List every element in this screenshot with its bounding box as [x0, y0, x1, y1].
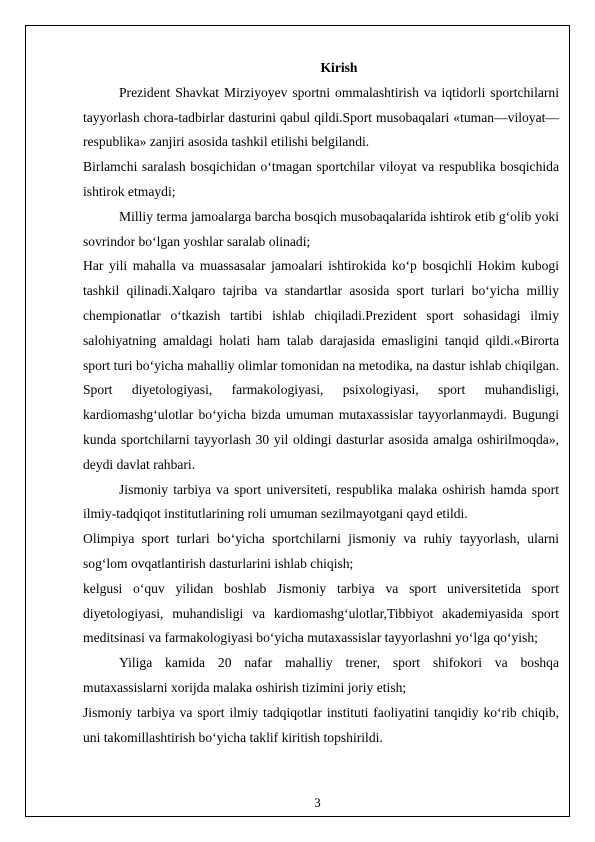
paragraph: Har yili mahalla va muassasalar jamoalari ishtirokida ko‘p bosqichli Hokim kubogi tashkil qilinadi.Xalqaro tajriba va standartlar asosida sport turlari bo‘yicha milliy chempionatlar o‘tkazish tartibi ishlab chiqiladi.Prezident sport sohasidagi ilmiy salohiyatning amaldagi holati ham talab darajasida emasligini tanqid qildi.«Birorta sport turi bo‘yicha mahalliy olimlar tomonidan na metodika, na dastur ishlab chiqilgan. Sport diyetologiyasi, farmakologiyasi, psixologiyasi, sport muhandisligi, kardiomashg‘ulotlar bo‘yicha bizda umuman mutaxassislar tayyorlanmaydi. Bugungi kunda sportchilarni tayyorlash 30 yil oldingi dasturlar asosida amalga oshirilmoqda», deydi davlat rahbari. — [83, 258, 559, 472]
paragraph: kelgusi o‘quv yilidan boshlab Jismoniy tarbiya va sport universitetida sport diyetologiyasi, muhandisligi va kardiomashg‘ulotlar,Tibbiyot akademiyasida sport meditsinasi va farmakologiyasi bo‘yicha mutaxassislar tayyorlashni yo‘lga qo‘yish; — [83, 580, 559, 646]
paragraph: Yiliga kamida 20 nafar mahalliy trener, sport shifokori va boshqa mutaxassislarni xorijda malaka oshirish tizimini joriy etish; — [83, 655, 559, 695]
paragraph: Olimpiya sport turlari bo‘yicha sportchilarni jismoniy va ruhiy tayyorlash, ularni sog‘lom ovqatlantirish dasturlarini ishlab chiqish; — [83, 531, 559, 571]
document-title: Kirish — [320, 60, 358, 75]
page-number: 3 — [314, 795, 321, 810]
paragraph: Jismoniy tarbiya va sport ilmiy tadqiqotlar instituti faoliyatini tanqidiy ko‘rib chiqib, uni takomillashtirish bo‘yicha taklif kiritish topshirildi. — [83, 704, 559, 745]
paragraph: Prezident Shavkat Mirziyoyev sportni ommalashtirish va iqtidorli sportchilarni tayyorlash chora-tadbirlar dasturini qabul qildi.Sport musobaqalari «tuman—viloyat—respublika» zanjiri asosida tashkil etilishi belgilandi. — [83, 84, 559, 150]
document-body — [83, 56, 559, 750]
paragraph: Birlamchi saralash bosqichidan o‘tmagan sportchilar viloyat va respublika bosqichida ishtirok etmaydi; — [83, 159, 559, 199]
paragraph-list — [83, 81, 559, 751]
paragraph: Milliy terma jamoalarga barcha bosqich musobaqalarida ishtirok etib g‘olib yoki sovrindor bo‘lgan yoshlar saralab olinadi; — [83, 208, 559, 249]
paragraph: Jismoniy tarbiya va sport universiteti, respublika malaka oshirish hamda sport ilmiy-tadqiqot institutlarining roli umuman sezilmayotgani qayd etildi. — [83, 481, 559, 522]
